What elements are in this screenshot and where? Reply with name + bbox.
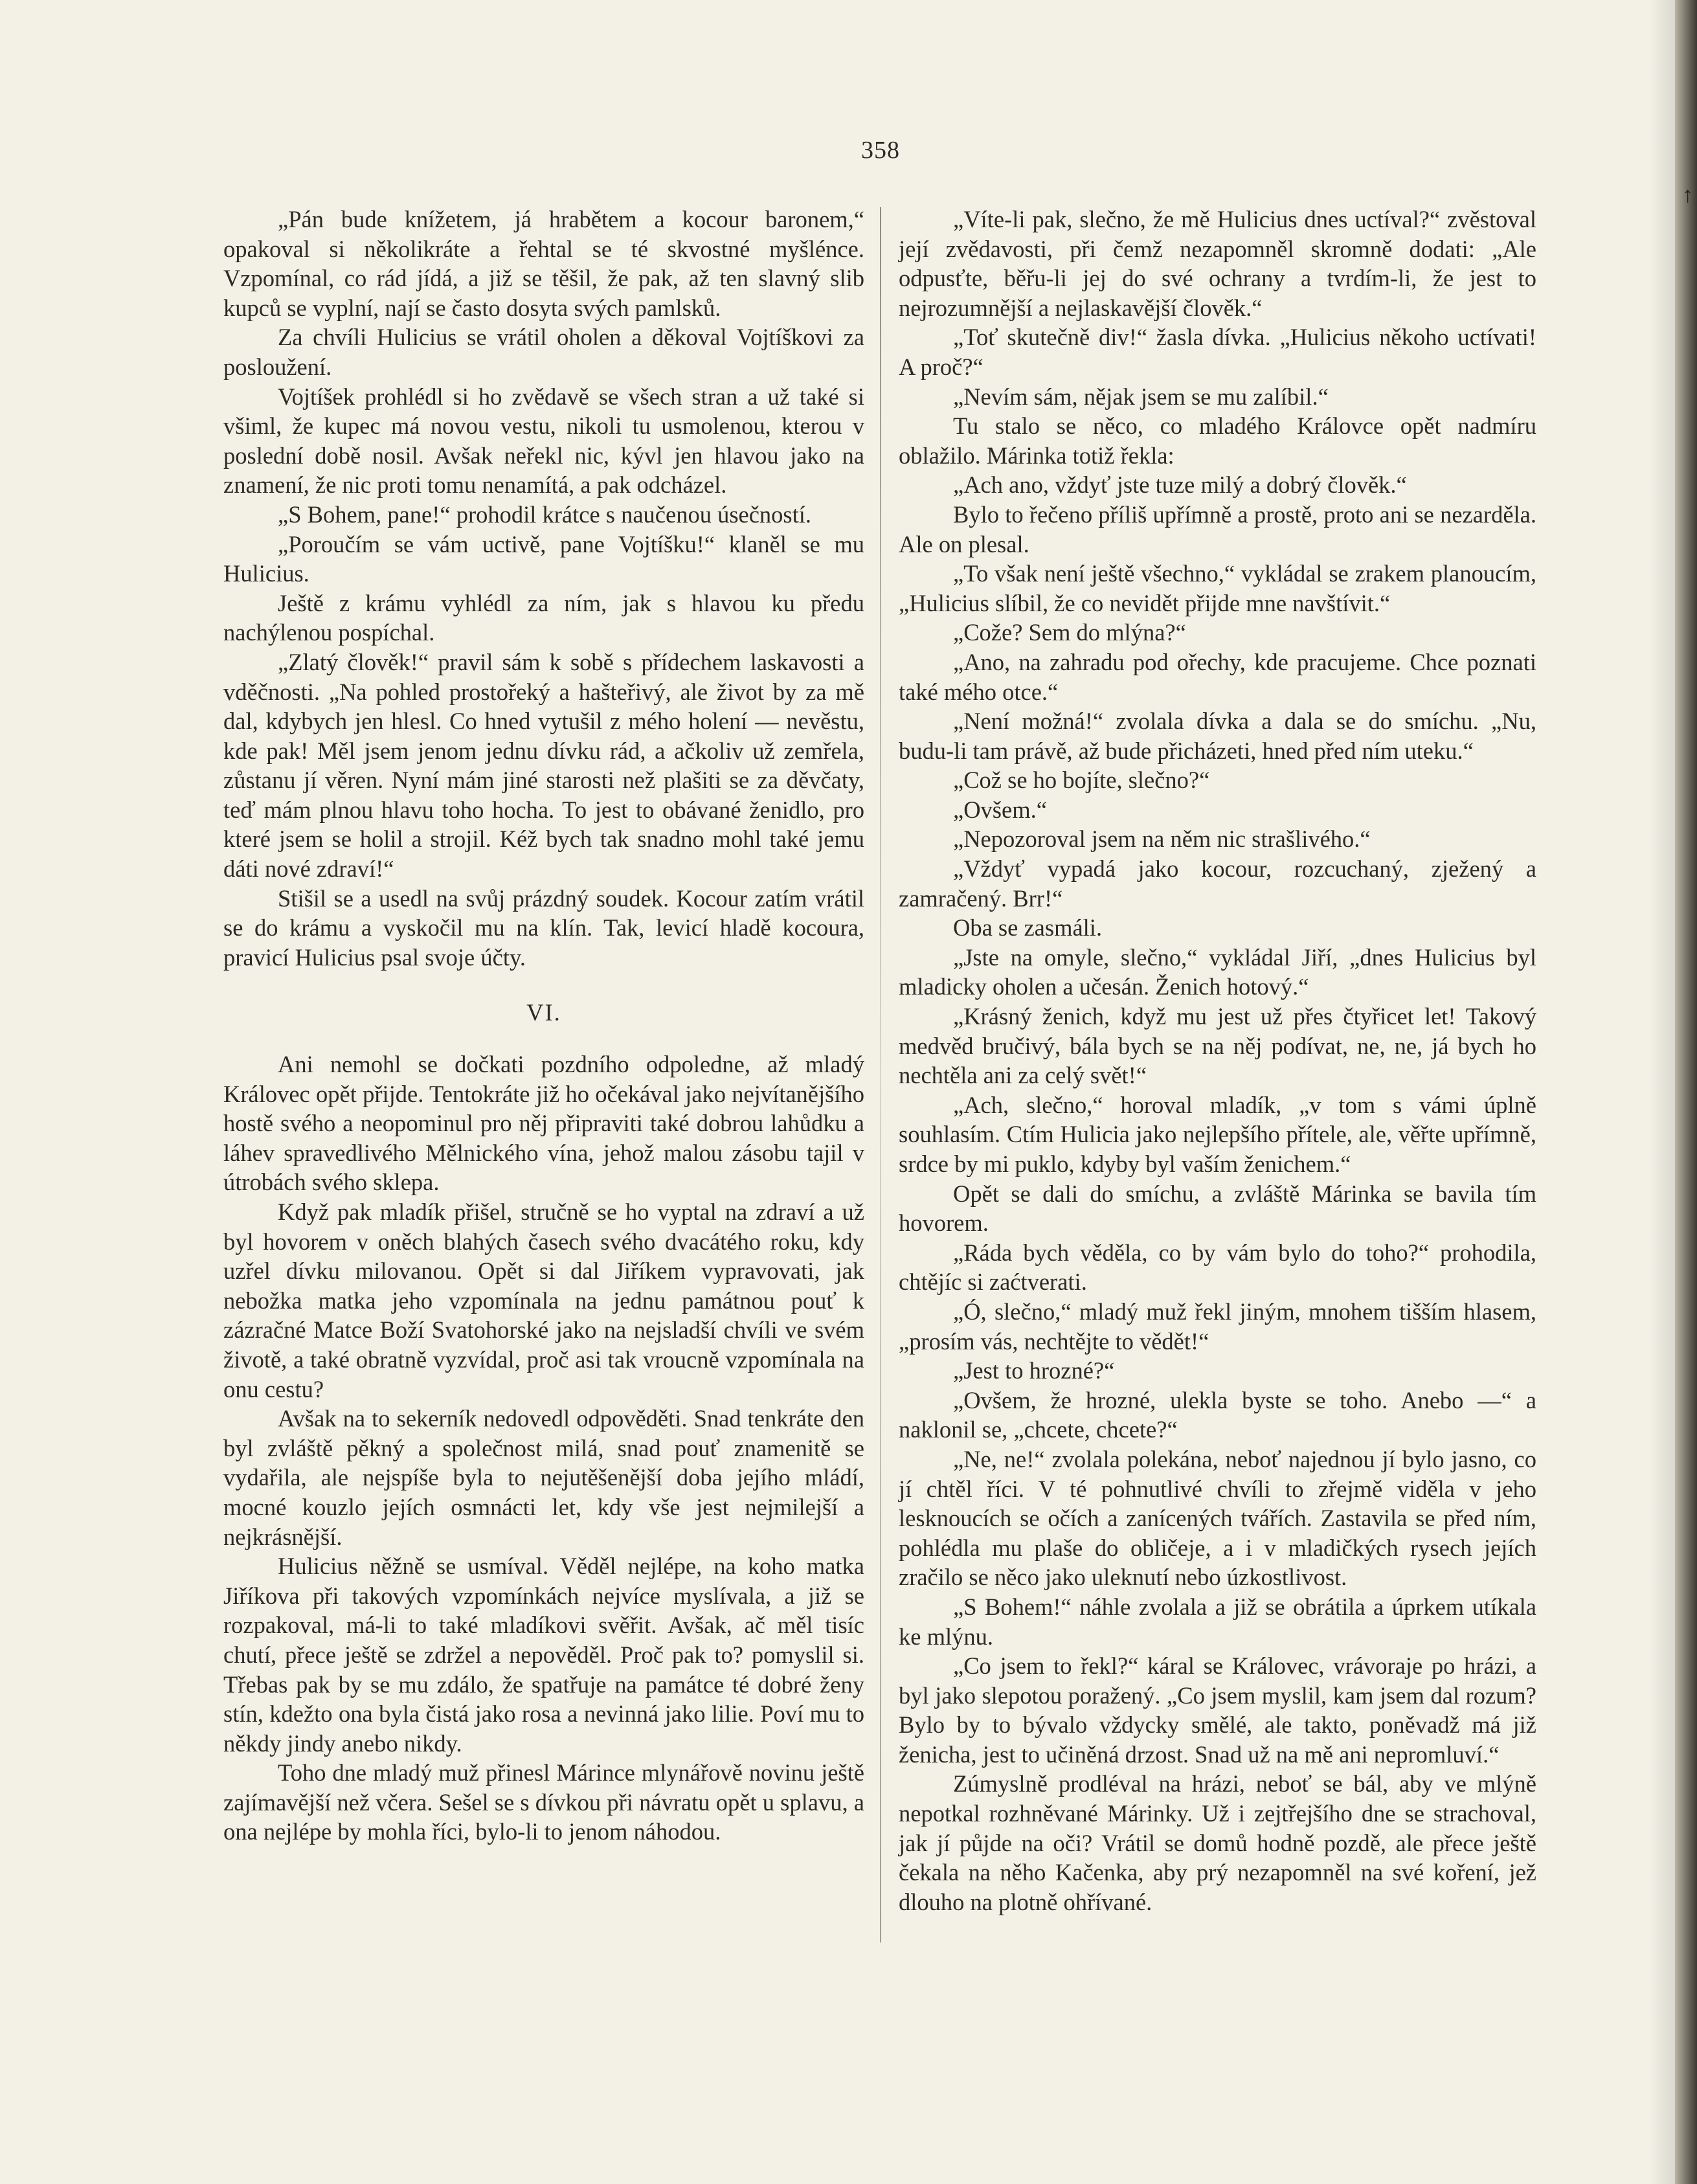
paragraph: „Není možná!“ zvolala dívka a dala se do smíchu. „Nu, budu-li tam právě, až bude přicházeti, hned před ním uteku.“ [899,708,1536,764]
paragraph: „Což se ho bojíte, slečno?“ [953,767,1210,794]
paragraph: „Cože? Sem do mlýna?“ [953,619,1186,646]
paragraph: „To však není ještě všechno,“ vykládal se zrakem planoucím, „Hulicius slíbil, že co nevidět přijde mne navštívit.“ [899,560,1536,616]
paragraph: „Ne, ne!“ zvolala polekána, neboť najednou jí bylo jasno, co jí chtěl říci. V té pohnutlivé chvíli to zřejmě viděla v jeho lesknoucích se očích a zanícených tvářích. Zastavila se před ním, pohlédla mu plaše do obličeje, a i v mladičkých rysech jejích zračilo se něco jako uleknutí nebo úzkostlivost. [899,1445,1536,1591]
paragraph: „Jste na omyle, slečno,“ vykládal Jiří, „dnes Hulicius byl mladicky oholen a učesán. Ženich hotový.“ [899,943,1536,1000]
paragraph: Ani nemohl se dočkati pozdního odpoledne, až mladý Královec opět přijde. Tentokráte již ho očekával jako nejvítanějšího hostě svého a neopominul pro něj připraviti také dobrou lahůdku a láhev spravedlivého Mělnického vína, jehož malou zásobu tajil v útrobách svého sklepa. [223,1051,864,1196]
paragraph: Zúmyslně prodléval na hrázi, neboť se bál, aby ve mlýně nepotkal rozhněvané Márinky. Už i zejtřejšího dne se strachoval, jak jí půjde na oči? Vrátil se domů hodně pozdě, ale přece ještě čekala na něho Kačenka, aby prý nezapomněl na své koření, jež dlouho na plotně ohřívané. [899,1770,1536,1915]
paragraph: Bylo to řečeno příliš upřímně a prostě, proto ani se nezarděla. Ale on plesal. [899,501,1536,557]
edge-arrow-icon: ↑ [1682,183,1693,207]
paragraph: „Ach ano, vždyť jste tuze milý a dobrý člověk.“ [953,471,1407,499]
column-divider [880,207,881,1942]
paragraph: „Vždyť vypadá jako kocour, rozcuchaný, zježený a zamračený. Brr!“ [899,855,1536,912]
paragraph: „Poroučím se vám uctivě, pane Vojtíšku!“ klaněl se mu Hulicius. [223,530,864,587]
paragraph: „Ráda bych věděla, co by vám bylo do toho?“ prohodila, chtějíc si zaćtverati. [899,1239,1536,1296]
paragraph: „Ach, slečno,“ horoval mladík, „v tom s vámi úplně souhlasím. Ctím Hulicia jako nejlepšího přítele, ale, věřte upřímně, srdce by mi puklo, kdyby byl vaším ženichem.“ [899,1091,1536,1177]
paragraph: „Toť skutečně div!“ žasla dívka. „Hulicius někoho uctívati! A proč?“ [899,324,1536,380]
paragraph: „Jest to hrozné?“ [953,1357,1115,1384]
paragraph: Za chvíli Hulicius se vrátil oholen a děkoval Vojtíškovi za posloužení. [223,324,864,380]
paragraph: „Zlatý člověk!“ pravil sám k sobě s přídechem laskavosti a vděčnosti. „Na pohled prostořeký a hašteřivý, ale život by za mě dal, kdybych jen hlesl. Co hned vytušil z mého holení — nevěstu, kde pak! Měl jsem jenom jednu dívku rád, a ačkoliv už zemřela, zůstanu jí věren. Nyní mám jiné starosti než plašiti se za děvčaty, teď mám plnou hlavu toho hocha. To jest to obávané ženidlo, pro které jsem se holil a strojil. Kéž bych tak snadno mohl také jemu dáti nové zdraví!“ [223,648,864,883]
paragraph: „Nepozoroval jsem na něm nic strašlivého.“ [953,826,1371,853]
paragraph: „S Bohem!“ náhle zvolala a již se obrátila a úprkem utíkala ke mlýnu. [899,1593,1536,1650]
paragraph: Stišil se a usedl na svůj prázdný soudek. Kocour zatím vrátil se do krámu a vyskočil mu na klín. Tak, levicí hladě kocoura, pravicí Hulicius psal svoje účty. [223,884,864,971]
paragraph: Ještě z krámu vyhlédl za ním, jak s hlavou ku předu nachýlenou pospíchal. [223,589,864,646]
paragraph: „Ano, na zahradu pod ořechy, kde pracujeme. Chce poznati také mého otce.“ [899,648,1536,705]
paragraph: Oba se zasmáli. [953,914,1103,941]
paragraph: „Ovšem.“ [953,796,1047,823]
chapter-heading: VI. [526,999,561,1026]
paragraph: „Ovšem, že hrozné, ulekla byste se toho. Anebo —“ a naklonil se, „chcete, chcete?“ [899,1386,1536,1443]
paragraph: „Nevím sám, nějak jsem se mu zalíbil.“ [953,383,1329,410]
left-column [223,205,864,1847]
paragraph: Tu stalo se něco, co mladého Královce opět nadmíru oblažilo. Márinka totiž řekla: [899,412,1536,469]
paragraph: Vojtíšek prohlédl si ho zvědavě se všech stran a už také si všiml, že kupec má novou vestu, nikoli tu usmolenou, kterou v poslední době nosil. Avšak neřekl nic, kývl jen hlavou jako na znamení, že nic proti tomu nenamítá, a pak odcházel. [223,383,864,499]
right-column [899,205,1536,1917]
page-number: 358 [861,137,900,164]
scan-shadow [1649,0,1675,2184]
paragraph: „Krásný ženich, když mu jest už přes čtyřicet let! Takový medvěd bručivý, bála bych se na něj podívat, ne, ne, já bych ho nechtěla ani za celý svět!“ [899,1003,1536,1089]
paragraph: „Ó, slečno,“ mladý muž řekl jiným, mnohem tišším hlasem, „prosím vás, nechtějte to vědět!“ [899,1298,1536,1355]
paragraph: Hulicius něžně se usmíval. Věděl nejlépe, na koho matka Jiříkova při takových vzpomínkách nejvíce myslívala, a již se rozpakoval, má-li to také mladíkovi svěřit. Avšak, ač měl tisíc chutí, přece ještě se zdržel a nepověděl. Proč pak to? pomyslil si. Třebas pak by se mu zdálo, že spatřuje na památce té dobré ženy stín, kdežto ona byla čistá jako rosa a nevinná jako lilie. Poví mu to někdy jindy anebo nikdy. [223,1553,864,1757]
scan-edge [1675,0,1697,2184]
paragraph: „Co jsem to řekl?“ káral se Královec, vrávoraje po hrázi, a byl jako slepotou poražený. „Co jsem myslil, kam jsem dal rozum? Bylo by to bývalo vždycky smělé, ale takto, poněvadž má již ženicha, jest to učiněná drzost. Snad už na mě ani nepromluví.“ [899,1652,1536,1768]
paragraph: Avšak na to sekerník nedovedl odpověděti. Snad tenkráte den byl zvláště pěkný a společnost milá, snad pouť znamenitě se vydařila, ale nejspíše byla to nejutěšenější doba jejího mládí, mocné kouzlo jejích osmnácti let, kdy vše jest nejmilejší a nejkrásnější. [223,1405,864,1550]
paragraph: „S Bohem, pane!“ prohodil krátce s naučenou úsečností. [278,501,812,528]
paragraph: Opět se dali do smíchu, a zvláště Márinka se bavila tím hovorem. [899,1180,1536,1237]
paragraph: Když pak mladík přišel, stručně se ho vyptal na zdraví a už byl hovorem v oněch blahých časech svého dvacátého roku, kdy uzřel dívku milovanou. Opět si dal Jiříkem vypravovati, jak nebožka matka jeho vzpomínala na jednu památnou pouť k zázračné Matce Boží Svatohorské jako na nejsladší chvíli ve svém životě, a také obratně vyzvídal, proč asi tak vroucně vzpomínala na onu cestu? [223,1199,864,1402]
paragraph: „Víte-li pak, slečno, že mě Hulicius dnes uctíval?“ zvěstoval její zvědavosti, při čemž nezapomněl skromně dodati: „Ale odpusťte, běřu-li jej do své ochrany a tvrdím-li, že jest to nejrozumnější a nejlaskavější člověk.“ [899,206,1536,321]
paragraph: Toho dne mladý muž přinesl Márince mlynářově novinu ještě zajímavější než včera. Sešel se s dívkou při návratu opět u splavu, a ona nejlépe by mohla říci, bylo-li to jenom náhodou. [223,1759,864,1845]
paragraph: „Pán bude knížetem, já hrabětem a kocour baronem,“ opakoval si několikráte a řehtal se té skvostné myšlénce. Vzpomínal, co rád jídá, a již se těšil, že pak, až ten slavný slib kupců se vyplní, nají se často dosyta svých pamlsků. [223,206,864,321]
